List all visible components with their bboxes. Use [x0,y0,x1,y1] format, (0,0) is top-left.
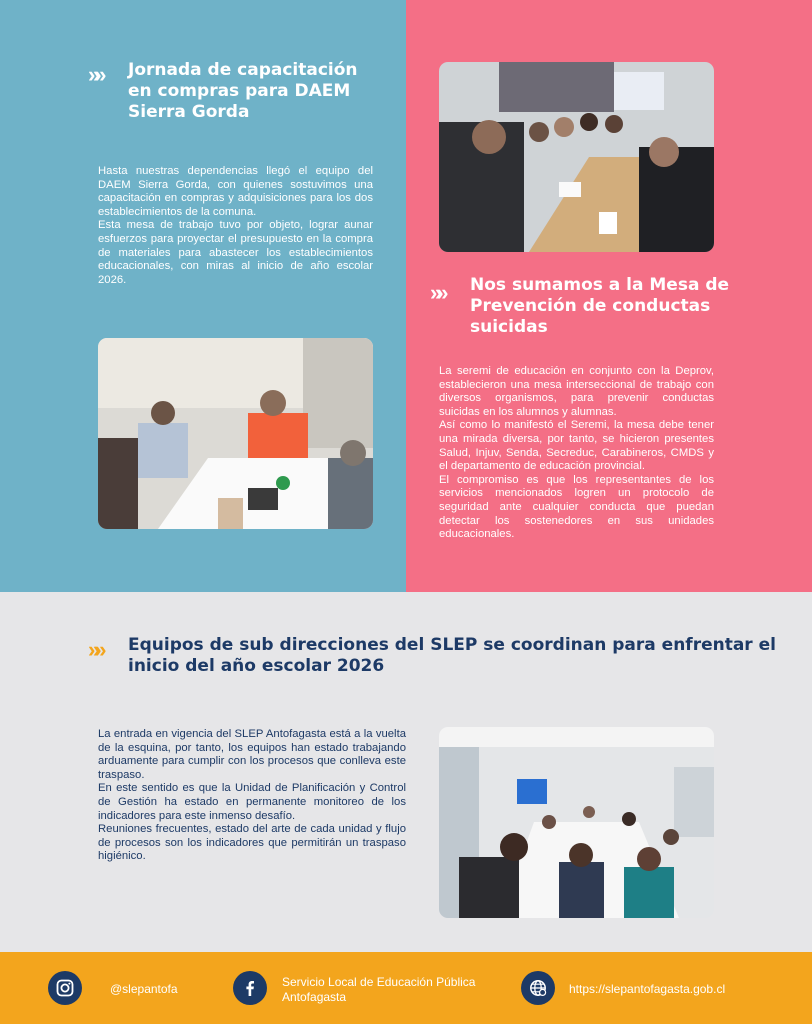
website-link[interactable]: https://slepantofagasta.gob.cl [569,982,726,996]
paragraph: El compromiso es que los representantes de los servicios mencionados logren un protocolo de seguridad ante cualquier conducta que puedan detectar los sostenedores en sus unidades educacionales. [439,473,714,541]
title-line: en compras para DAEM [128,81,351,101]
section-title-capacitacion [128,60,358,123]
section-body-mesa-prevencion [439,365,714,542]
facebook-icon[interactable] [233,971,267,1005]
section-title-equipos-slep [128,635,776,677]
title-line: Equipos de sub direcciones del SLEP se coordinan para enfrentar el [128,635,776,655]
title-line: Nos sumamos a la Mesa de [470,275,730,295]
paragraph: Esta mesa de trabajo tuvo por objeto, lograr aunar esfuerzos para proyectar el presupuesto en la compra de materiales para abastecer los establecimientos educacionales, con miras al inicio de año escolar 2026. [98,219,373,286]
paragraph: Reuniones frecuentes, estado del arte de cada unidad y flujo de procesos son los indicadores que permitirán un traspaso higiénico. [98,823,406,863]
facebook-name-line: Antofagasta [282,990,347,1004]
chevrons-icon: »» [88,62,101,87]
section-body-equipos-slep [98,728,406,864]
paragraph: La seremi de educación en conjunto con la Deprov, establecieron una mesa interseccional de trabajo con diversos organismos, para prevenir conductas suicidas en los alumnos y alumnas. [439,365,714,418]
facebook-name-line: Servicio Local de Educación Pública [282,975,476,989]
section-title-mesa-prevencion [470,275,729,338]
photo-equipos-slep [439,727,714,918]
globe-icon[interactable] [521,971,555,1005]
title-line: Sierra Gorda [128,102,250,122]
photo-mesa-prevencion [439,62,714,252]
instagram-icon[interactable] [48,971,82,1005]
paragraph: Hasta nuestras dependencias llegó el equipo del DAEM Sierra Gorda, con quienes sostuvimos una capacitación en compras y adquisiciones para los dos establecimientos de la comuna. [98,165,373,218]
photo-capacitacion-meeting [98,338,373,529]
chevrons-icon: »» [430,280,443,305]
footer [0,952,812,1024]
title-line: Jornada de capacitación [128,60,358,80]
paragraph: La entrada en vigencia del SLEP Antofagasta está a la vuelta de la esquina, por tanto, los equipos han estado trabajando arduamente para cumplir con los procesos que conlleva este traspaso. [98,728,406,781]
instagram-handle[interactable]: @slepantofa [110,982,178,996]
paragraph: Así como lo manifestó el Seremi, la mesa debe tener una mirada diversa, por tanto, se hicieron presentes Salud, Injuv, Senda, Secreduc, Carabineros, CMDS y el departamento de educación provincial. [439,419,714,473]
section-body-capacitacion [98,165,373,287]
title-line: suicidas [470,317,548,337]
chevrons-icon: »» [88,637,101,662]
facebook-page-name[interactable] [282,975,475,1005]
paragraph: En este sentido es que la Unidad de Planificación y Control de Gestión ha estado en permanente monitoreo de los indicadores para este inmenso desafío. [98,782,406,822]
title-line: Prevención de conductas [470,296,711,316]
title-line: inicio del año escolar 2026 [128,656,385,676]
